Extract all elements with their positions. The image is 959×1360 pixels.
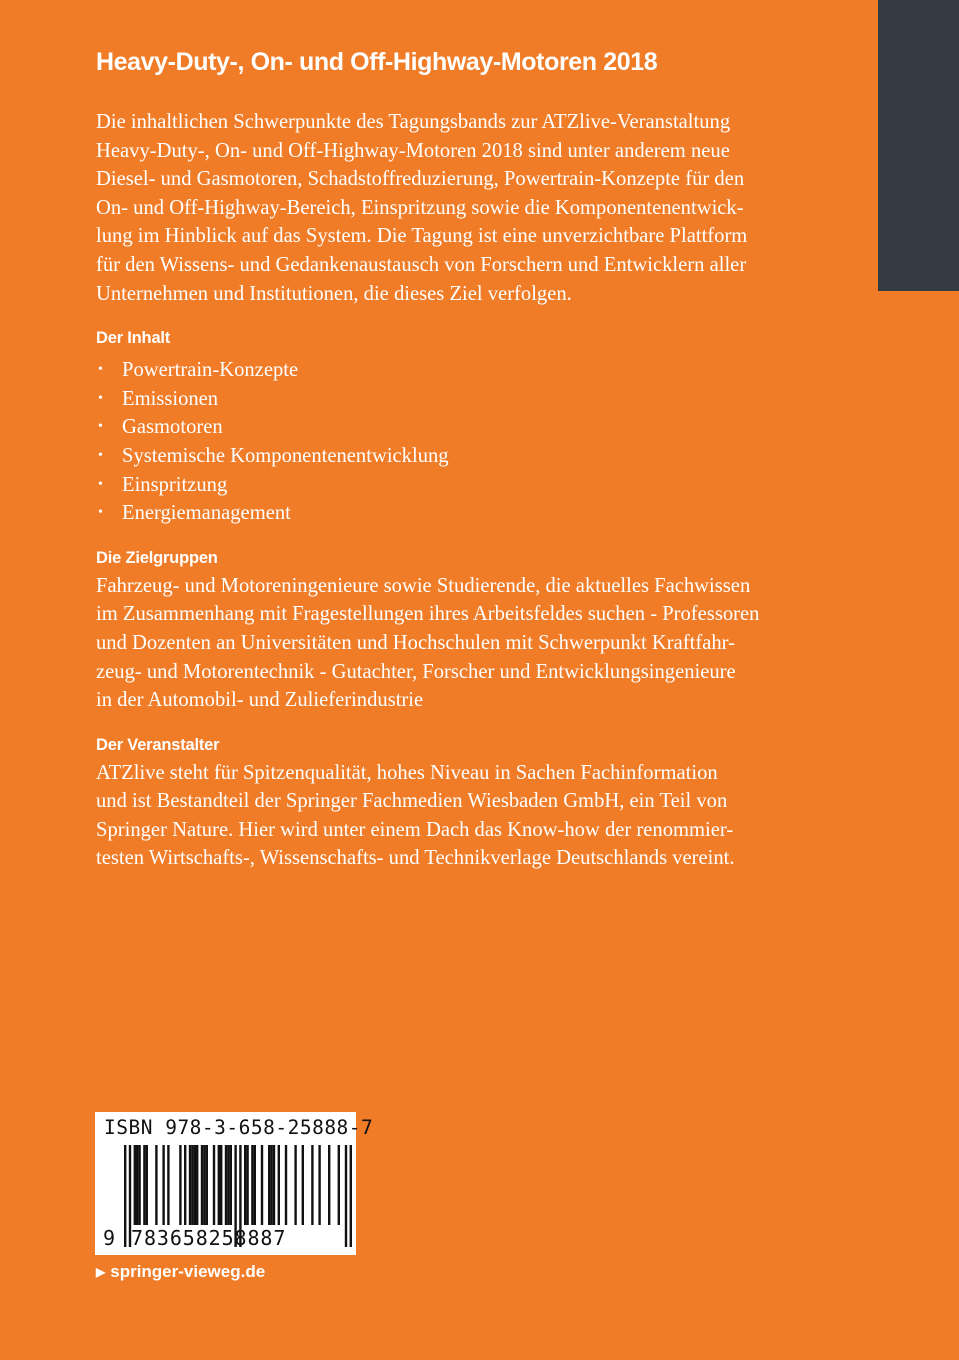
- list-item-label: Energiemanagement: [122, 502, 291, 525]
- intro-line: Die inhaltlichen Schwerpunkte des Tagungsbands zur ATZlive-Veranstaltung: [96, 111, 731, 133]
- list-item: [96, 499, 816, 528]
- zielgruppen-line: zeug- und Motorentechnik - Gutachter, Forscher und Entwicklungsingenieure: [96, 660, 736, 683]
- list-item: [96, 356, 816, 385]
- barcode-bar: [338, 1145, 340, 1225]
- barcode-bar: [218, 1145, 220, 1225]
- list-item: [96, 471, 816, 500]
- veranstalter-line: testen Wirtschafts-, Wissenschafts- und Technikverlage Deutschlands vereint.: [96, 847, 735, 870]
- veranstalter-line: Springer Nature. Hier wird unter einem Dach das Know-how der renommier-: [96, 818, 734, 841]
- barcode-bar: [311, 1145, 313, 1225]
- barcode-bar: [213, 1145, 215, 1225]
- intro-line: lung im Hinblick auf das System. Die Tagung ist eine unverzichtbare Plattform: [96, 225, 748, 248]
- bullet-icon: •: [98, 419, 103, 435]
- veranstalter-line: und ist Bestandteil der Springer Fachmedien Wiesbaden GmbH, ein Teil von: [96, 790, 728, 813]
- barcode-bar: [318, 1145, 320, 1225]
- barcode-guard-bar: [345, 1145, 347, 1247]
- bullet-icon: •: [98, 447, 103, 463]
- barcode-bar: [270, 1145, 272, 1225]
- barcode-bar: [143, 1145, 145, 1225]
- barcode-bar: [227, 1145, 229, 1225]
- list-item: [96, 442, 816, 471]
- barcode-bar: [179, 1145, 181, 1225]
- publisher-website-link[interactable]: [96, 1262, 265, 1282]
- barcode-bar: [194, 1145, 196, 1225]
- website-url: springer-vieweg.de: [110, 1262, 266, 1281]
- barcode-bar: [220, 1145, 222, 1225]
- barcode-bar: [155, 1145, 157, 1225]
- veranstalter-line: ATZlive steht für Spitzenqualität, hohes Niveau in Sachen Fachinformation: [96, 761, 718, 784]
- barcode-bar: [273, 1145, 275, 1225]
- intro-paragraph: [96, 108, 816, 308]
- list-item-label: Powertrain-Konzepte: [122, 359, 299, 382]
- barcode-digits: 783658258887: [131, 1226, 287, 1250]
- barcode-bar: [134, 1145, 136, 1225]
- barcode-bar: [268, 1145, 270, 1225]
- zielgruppen-line: im Zusammenhang mit Fragestellungen ihres Arbeitsfeldes suchen - Professoren: [96, 603, 760, 626]
- barcode-bar: [230, 1145, 232, 1225]
- barcode-bar: [196, 1145, 198, 1225]
- spine-color-block: [878, 0, 959, 291]
- zielgruppen-line: in der Automobil- und Zulieferindustrie: [96, 689, 424, 712]
- barcode-bar: [189, 1145, 191, 1225]
- barcode-bar: [138, 1145, 140, 1225]
- barcode-bar: [167, 1145, 169, 1225]
- barcode-bar: [191, 1145, 193, 1225]
- section-heading-veranstalter: Der Veranstalter: [96, 735, 220, 754]
- zielgruppen-line: Fahrzeug- und Motoreningenieure sowie Studierende, die aktuelles Fachwissen: [96, 574, 751, 597]
- intro-line: für den Wissens- und Gedankenaustausch von Forschern und Entwicklern aller: [96, 253, 747, 276]
- bullet-icon: •: [98, 505, 103, 521]
- intro-line: Diesel- und Gasmotoren, Schadstoffreduzierung, Powertrain-Konzepte für den: [96, 168, 745, 191]
- list-item: [96, 413, 816, 442]
- barcode-bar: [328, 1145, 330, 1225]
- inhalt-list: [96, 356, 816, 528]
- list-item: [96, 385, 816, 414]
- list-item-label: Einspritzung: [122, 473, 228, 496]
- bullet-icon: •: [98, 390, 103, 406]
- isbn-label: ISBN 978-3-658-25888-7: [104, 1116, 374, 1139]
- barcode-bar: [201, 1145, 203, 1225]
- section-heading-zielgruppen: Die Zielgruppen: [96, 548, 218, 567]
- barcode-bar: [203, 1145, 205, 1225]
- section-heading-inhalt: Der Inhalt: [96, 329, 171, 348]
- list-item-label: Gasmotoren: [122, 416, 223, 439]
- barcode-bar: [225, 1145, 227, 1225]
- barcode-bar: [278, 1145, 280, 1225]
- barcode-bar: [246, 1145, 248, 1225]
- barcode-guard-bar: [124, 1145, 126, 1247]
- intro-line: On- und Off-Highway-Bereich, Einspritzung sowie die Komponentenentwick-: [96, 196, 744, 219]
- barcode-bar: [146, 1145, 148, 1225]
- intro-line: Heavy-Duty-, On- und Off-Highway-Motoren 2018 sind unter anderem neue: [96, 139, 730, 162]
- list-item-label: Systemische Komponentenentwicklung: [122, 444, 449, 467]
- intro-line: Unternehmen und Institutionen, die dieses Ziel verfolgen.: [96, 282, 572, 305]
- veranstalter-paragraph: [96, 759, 816, 873]
- zielgruppen-paragraph: [96, 572, 816, 715]
- list-item-label: Emissionen: [122, 387, 219, 410]
- barcode-bar: [254, 1145, 256, 1225]
- back-cover-text: [96, 108, 816, 873]
- barcode-bar: [184, 1145, 186, 1225]
- barcode-bar: [285, 1145, 287, 1225]
- book-title: Heavy-Duty-, On- und Off-Highway-Motoren 2018: [96, 48, 658, 76]
- triangle-right-icon: ▶: [96, 1265, 106, 1279]
- zielgruppen-line: und Dozenten an Universitäten und Hochschulen mit Schwerpunkt Kraftfahr-: [96, 631, 735, 654]
- bullet-icon: •: [98, 362, 103, 378]
- barcode-guard-bar: [350, 1145, 352, 1247]
- barcode-bar: [251, 1145, 253, 1225]
- isbn-barcode: [95, 1112, 374, 1255]
- barcode-bar: [206, 1145, 208, 1225]
- bullet-icon: •: [98, 476, 103, 492]
- barcode-bar: [162, 1145, 164, 1225]
- barcode-bar: [302, 1145, 304, 1225]
- barcode-bar: [261, 1145, 263, 1225]
- barcode-bar: [244, 1145, 246, 1225]
- barcode-first-digit: 9: [103, 1226, 116, 1250]
- barcode-bar: [294, 1145, 296, 1225]
- barcode-bar: [136, 1145, 138, 1225]
